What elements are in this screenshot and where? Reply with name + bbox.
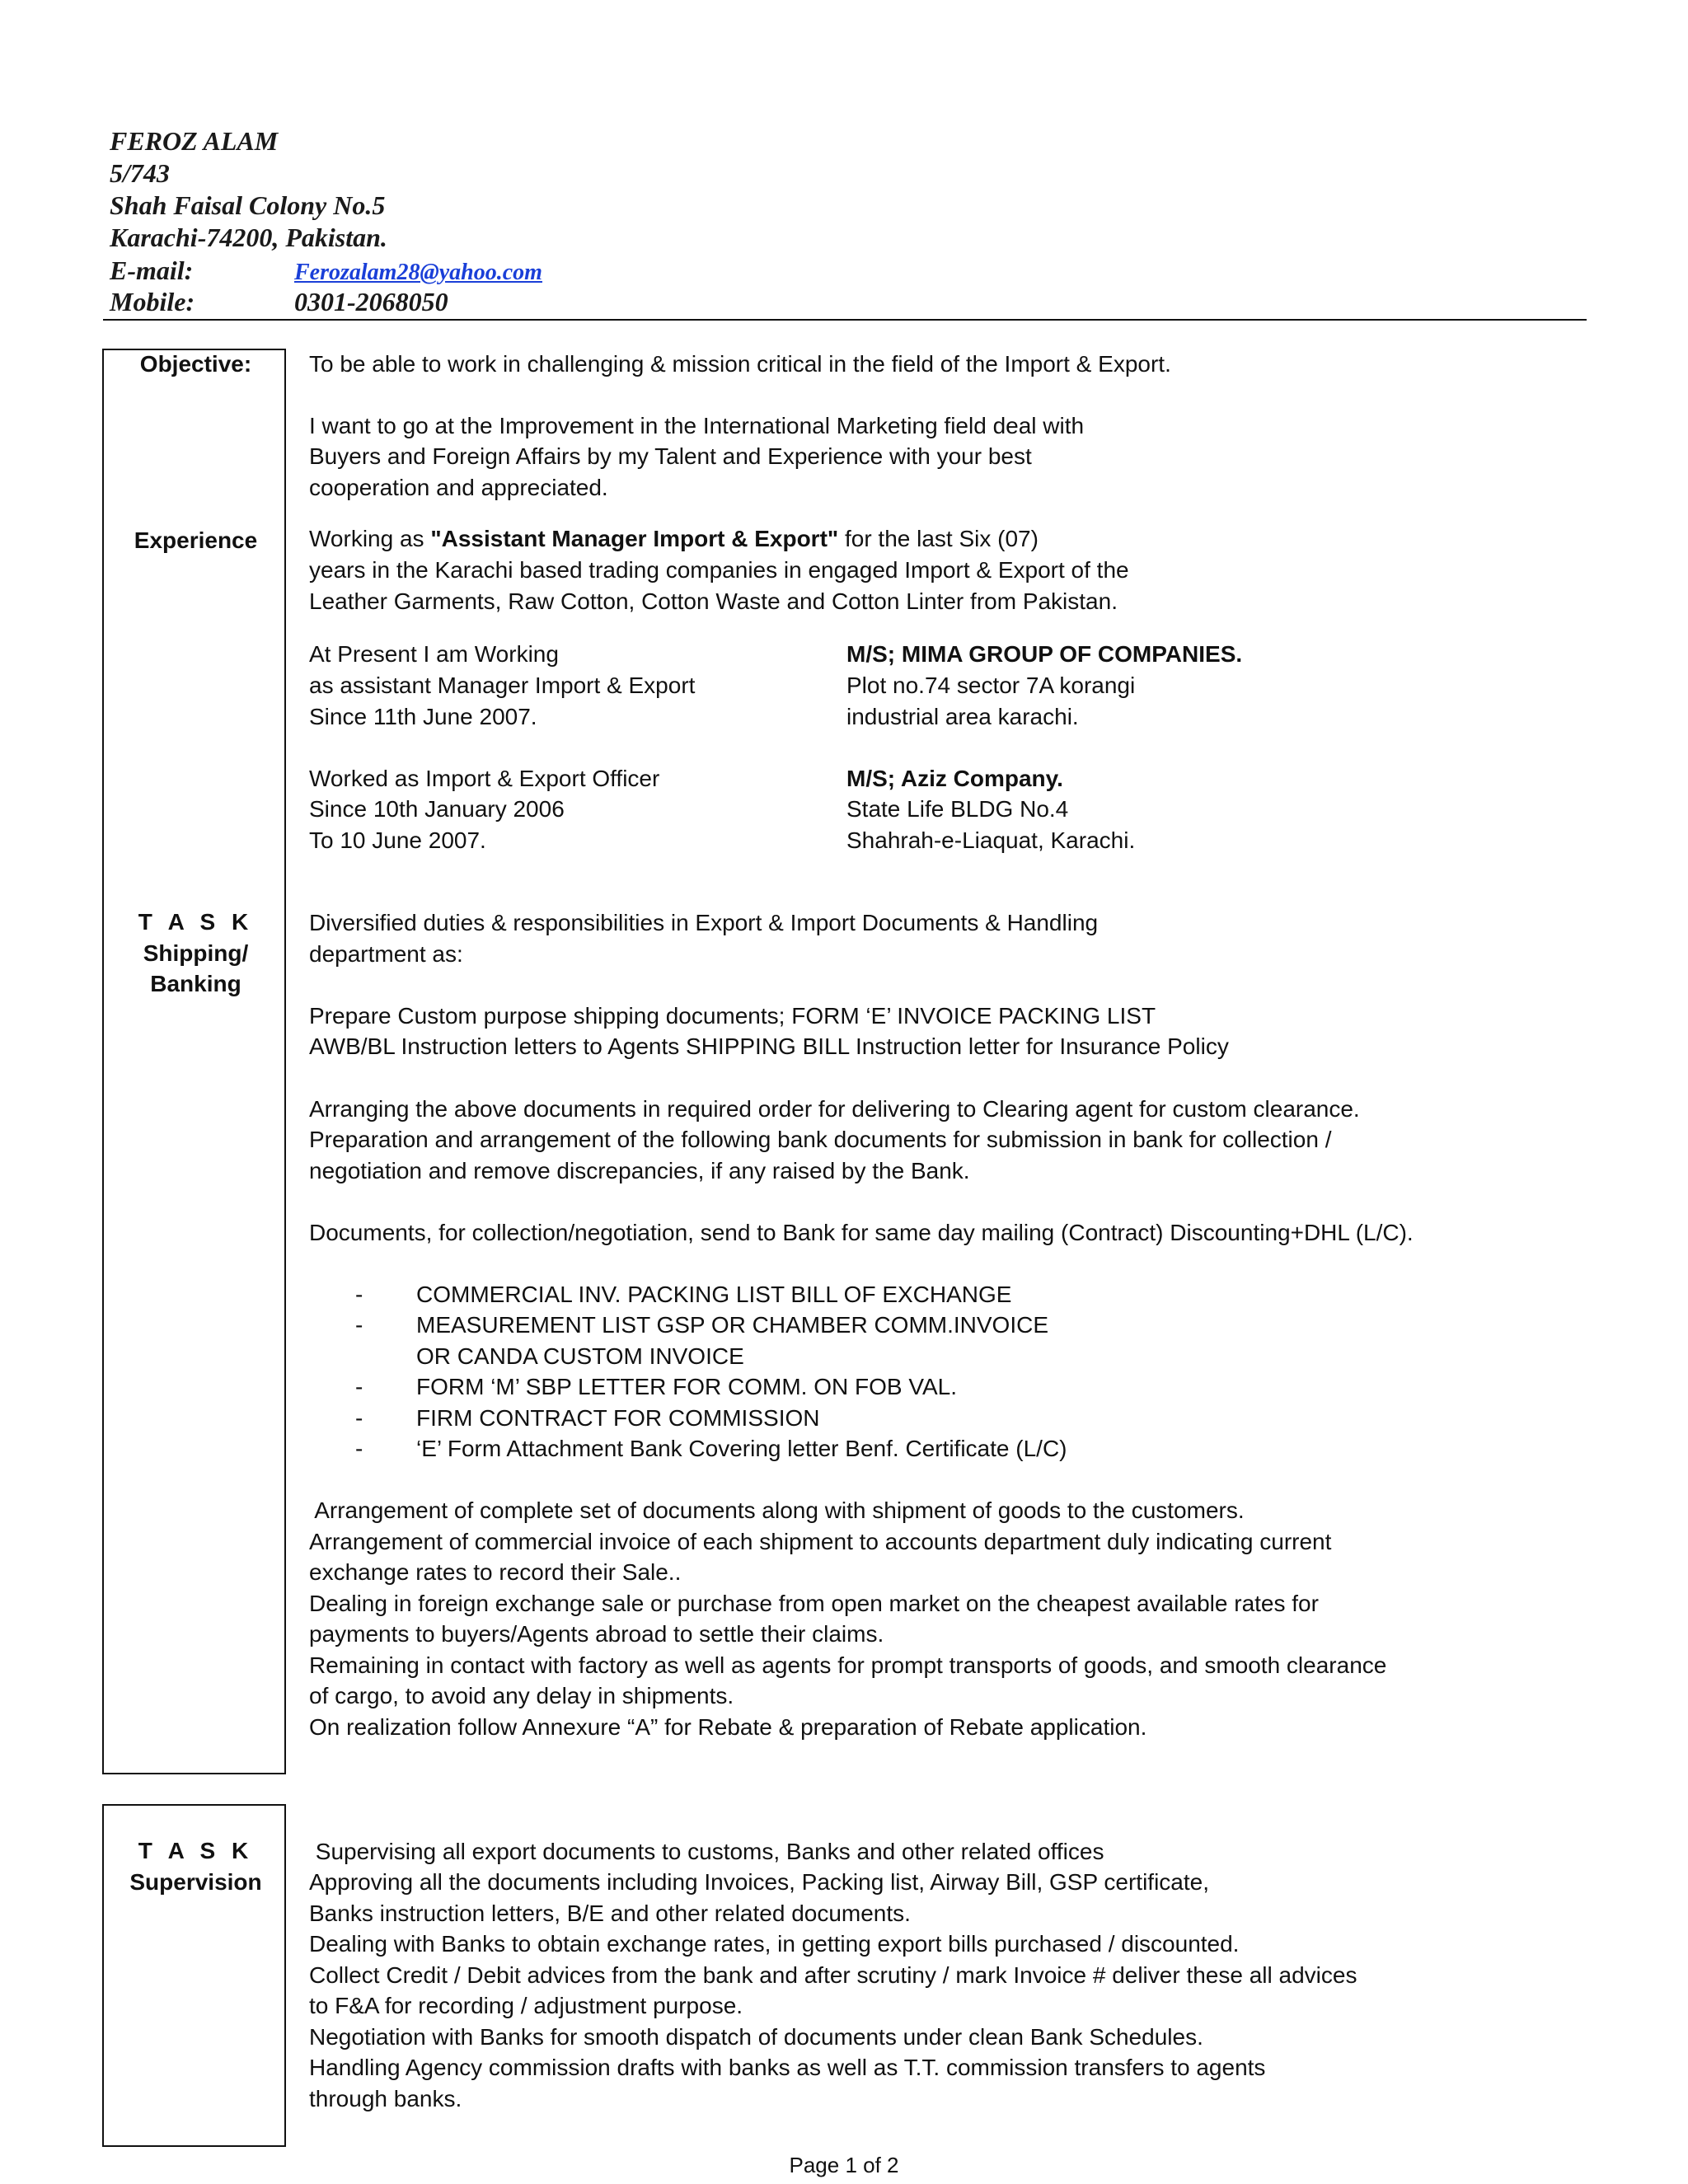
objective-para-line: Buyers and Foreign Affairs by my Talent and Experience with your best [309, 443, 1032, 469]
objective-para-line: cooperation and appreciated. [309, 475, 608, 500]
supervision-line: through banks. [309, 2086, 462, 2111]
supervision-line: Dealing with Banks to obtain exchange rates, in getting export bills purchased / discounted. [309, 1931, 1240, 1957]
objective-label: Objective: [139, 351, 252, 377]
closing-line: exchange rates to record their Sale.. [309, 1559, 682, 1585]
closing-line: Dealing in foreign exchange sale or purchase from open market on the cheapest available rates for [309, 1591, 1319, 1616]
job-1-company: M/S; MIMA GROUP OF COMPANIES. [846, 641, 1243, 667]
closing-line: payments to buyers/Agents abroad to settle their claims. [309, 1621, 884, 1647]
closing-line: Arrangement of complete set of documents along with shipment of goods to the customers. [309, 1497, 1245, 1523]
closing-line: On realization follow Annexure “A” for Rebate & preparation of Rebate application. [309, 1714, 1147, 1740]
supervision-line: Banks instruction letters, B/E and other related documents. [309, 1900, 911, 1926]
experience-line: Leather Garments, Raw Cotton, Cotton Waste and Cotton Linter from Pakistan. [309, 588, 1118, 614]
supervision-line: to F&A for recording / adjustment purpose. [309, 1993, 743, 2018]
job-2-address: Shahrah-e-Liaquat, Karachi. [846, 827, 1136, 853]
mobile-number: 0301-2068050 [294, 287, 448, 316]
task-banking-label: Banking [150, 971, 241, 996]
email-link[interactable]: Ferozalam28@yahoo.com [294, 260, 542, 285]
experience-intro [309, 523, 1039, 554]
job-2-company: M/S; Aziz Company. [846, 766, 1063, 791]
documents-line: Documents, for collection/negotiation, send to Bank for same day mailing (Contract) Discounting+DHL (L/C). [309, 1220, 1414, 1245]
page-number: Page 1 of 2 [789, 2153, 899, 2177]
closing-line: of cargo, to avoid any delay in shipments. [309, 1683, 734, 1708]
supervision-line: Negotiation with Banks for smooth dispatch of documents under clean Bank Schedules. [309, 2024, 1203, 2050]
address-line-1: 5/743 [110, 158, 170, 188]
bullet-dash: - [355, 1312, 363, 1338]
header-divider [103, 319, 1587, 321]
job-2-line: Since 10th January 2006 [309, 796, 565, 822]
bullet-dash: - [355, 1436, 363, 1461]
prepare-line: Prepare Custom purpose shipping documents; FORM ‘E’ INVOICE PACKING LIST [309, 1003, 1156, 1029]
task-shipping-label: Shipping/ [143, 940, 249, 966]
supervision-line: Collect Credit / Debit advices from the bank and after scrutiny / mark Invoice # deliver these all advices [309, 1962, 1357, 1988]
intro-suffix: for the last Six (07) [838, 526, 1039, 551]
job-1-line: as assistant Manager Import & Export [309, 673, 696, 698]
closing-line: Remaining in contact with factory as well as agents for prompt transports of goods, and smooth clearance [309, 1652, 1387, 1678]
job-2-line: Worked as Import & Export Officer [309, 766, 660, 791]
task-supervision-label: Supervision [129, 1869, 262, 1895]
bullet-item: FORM ‘M’ SBP LETTER FOR COMM. ON FOB VAL. [416, 1374, 957, 1399]
bullet-dash: - [355, 1282, 363, 1307]
address-line-2: Shah Faisal Colony No.5 [110, 190, 386, 220]
applicant-name: FEROZ ALAM [110, 126, 279, 156]
bullet-item-continued: OR CANDA CUSTOM INVOICE [416, 1343, 744, 1369]
intro-prefix: Working as [309, 526, 431, 551]
closing-line: Arrangement of commercial invoice of each shipment to accounts department duly indicating current [309, 1529, 1332, 1554]
bullet-item: MEASUREMENT LIST GSP OR CHAMBER COMM.INVOICE [416, 1312, 1049, 1338]
arranging-line: Arranging the above documents in required order for delivering to Clearing agent for custom clearance. [309, 1096, 1360, 1122]
experience-label: Experience [134, 527, 258, 553]
bullet-dash: - [355, 1405, 363, 1431]
prepare-line: AWB/BL Instruction letters to Agents SHIPPING BILL Instruction letter for Insurance Policy [309, 1033, 1229, 1059]
job-2-line: To 10 June 2007. [309, 827, 486, 853]
experience-line: years in the Karachi based trading companies in engaged Import & Export of the [309, 557, 1129, 583]
bullet-item: FIRM CONTRACT FOR COMMISSION [416, 1405, 820, 1431]
bullet-item: COMMERCIAL INV. PACKING LIST BILL OF EXCHANGE [416, 1282, 1012, 1307]
supervision-line: Handling Agency commission drafts with banks as well as T.T. commission transfers to agents [309, 2055, 1266, 2080]
email-label: E-mail: [110, 255, 194, 285]
bullet-item: ‘E’ Form Attachment Bank Covering letter Benf. Certificate (L/C) [416, 1436, 1067, 1461]
supervision-line: Approving all the documents including Invoices, Packing list, Airway Bill, GSP certificate, [309, 1869, 1209, 1895]
task-label: T A S K [138, 909, 254, 935]
job-1-address: industrial area karachi. [846, 704, 1079, 729]
objective-para-line: I want to go at the Improvement in the International Marketing field deal with [309, 413, 1085, 438]
task-label: T A S K [138, 1838, 254, 1863]
job-1-address: Plot no.74 sector 7A korangi [846, 673, 1136, 698]
objective-line-1: To be able to work in challenging & mission critical in the field of the Import & Export. [309, 351, 1171, 377]
job-1-line: Since 11th June 2007. [309, 704, 537, 729]
bullet-dash: - [355, 1374, 363, 1399]
arranging-line: Preparation and arrangement of the following bank documents for submission in bank for collection / [309, 1127, 1332, 1152]
supervision-line: Supervising all export documents to customs, Banks and other related offices [309, 1839, 1104, 1864]
job-1-line: At Present I am Working [309, 641, 559, 667]
job-2-address: State Life BLDG No.4 [846, 796, 1069, 822]
section-label-box-main [102, 349, 286, 1774]
shipping-intro-line: Diversified duties & responsibilities in Export & Import Documents & Handling [309, 910, 1099, 935]
address-line-3: Karachi-74200, Pakistan. [110, 223, 387, 252]
intro-position: "Assistant Manager Import & Export" [430, 526, 839, 551]
mobile-label: Mobile: [110, 287, 195, 316]
shipping-intro-line: department as: [309, 941, 463, 967]
arranging-line: negotiation and remove discrepancies, if any raised by the Bank. [309, 1158, 970, 1183]
